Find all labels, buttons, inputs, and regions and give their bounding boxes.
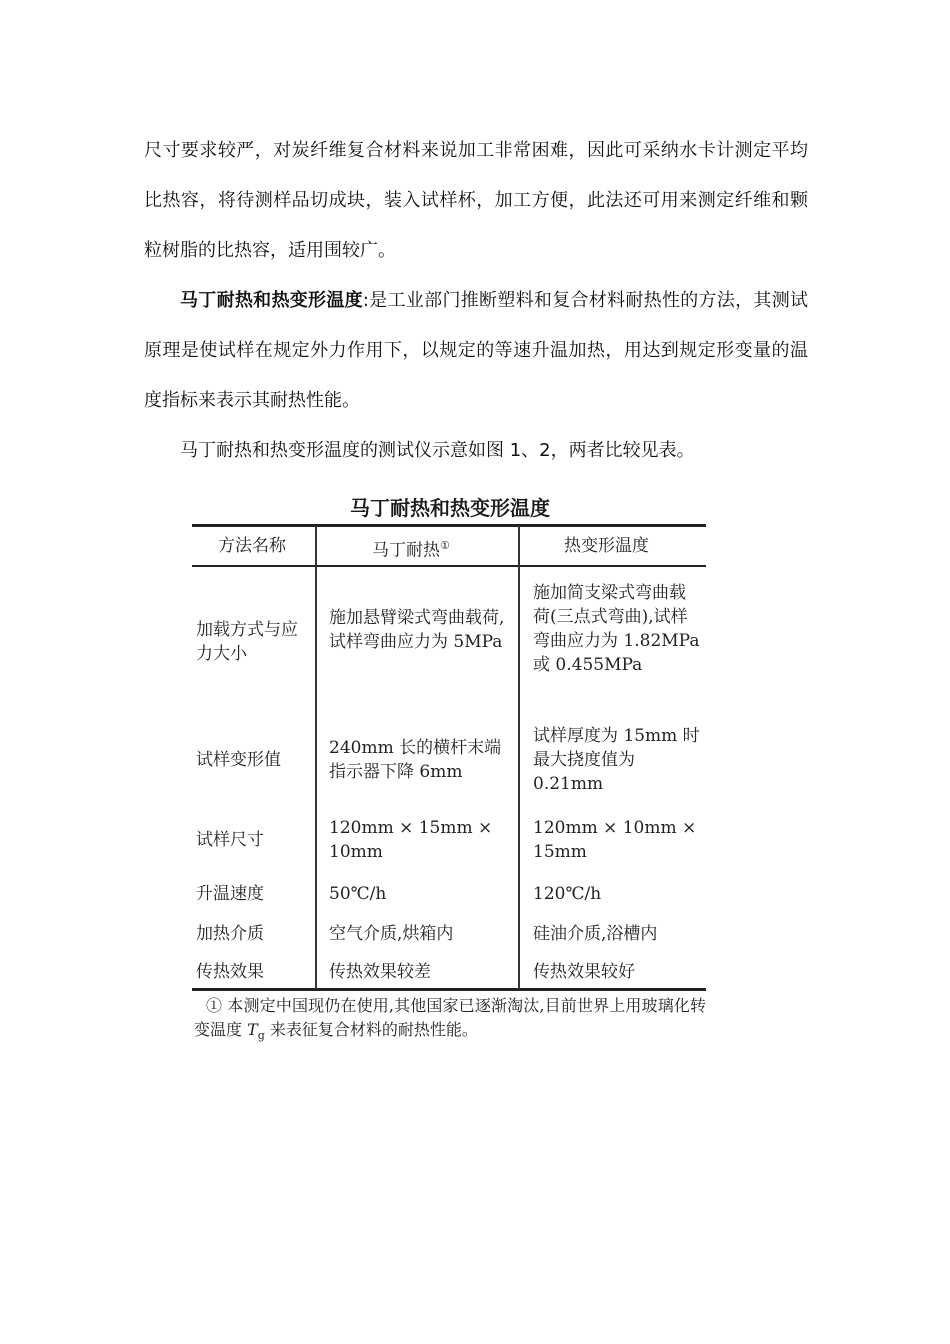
row-label: 试样变形值 xyxy=(196,750,281,770)
paragraph-heat-resistance xyxy=(144,276,808,426)
heat-resistance-definition: :是工业部门推断塑料和复合材料耐热性的方法，其测试原理是使试样在规定外力作用下，以规定的等速升温加热，用达到规定形变量的温度指标来表示其耐热性能。 xyxy=(144,290,808,411)
table-column-divider xyxy=(518,526,520,989)
header-martin: 马丁耐热① xyxy=(372,539,450,561)
hdt-cell: 施加简支梁式弯曲载荷(三点式弯曲),试样弯曲应力为 1.82MPa 或 0.455MPa xyxy=(533,583,700,675)
header-hdt: 热变形温度 xyxy=(564,536,649,556)
martin-cell: 120mm × 15mm × 10mm xyxy=(329,818,493,862)
table-bottom-rule xyxy=(192,988,706,991)
row-label: 加载方式与应力大小 xyxy=(196,620,298,664)
footnote-marker: ① xyxy=(440,539,450,552)
hdt-cell: 120℃/h xyxy=(533,884,602,904)
hdt-cell: 硅油介质,浴槽内 xyxy=(533,924,658,944)
martin-cell: 施加悬臂梁式弯曲载荷,试样弯曲应力为 5MPa xyxy=(329,608,505,652)
table-column-divider xyxy=(315,526,317,989)
table-top-rule xyxy=(192,524,706,527)
martin-cell: 240mm 长的横杆末端指示器下降 6mm xyxy=(329,738,502,782)
row-label: 升温速度 xyxy=(196,884,264,904)
hdt-cell: 试样厚度为 15mm 时最大挠度值为 0.21mm xyxy=(533,726,700,794)
table-title: 马丁耐热和热变形温度 xyxy=(350,496,550,520)
row-label: 试样尺寸 xyxy=(196,830,264,850)
row-label: 传热效果 xyxy=(196,962,264,982)
martin-cell: 空气介质,烘箱内 xyxy=(329,924,454,944)
paragraph-specific-heat: 尺寸要求较严，对炭纤维复合材料来说加工非常困难，因此可采纳水卡计测定平均比热容，将待测样品切成块，装入试样杯，加工方便，此法还可用来测定纤维和颗粒树脂的比热容，适用围较广。 xyxy=(144,140,808,261)
martin-cell: 传热效果较差 xyxy=(329,962,431,982)
heat-resistance-term: 马丁耐热和热变形温度 xyxy=(180,290,363,311)
martin-cell: 50℃/h xyxy=(329,884,387,904)
tg-symbol: T xyxy=(247,1020,258,1039)
table-footnote: ① 本测定中国现仍在使用,其他国家已逐渐淘汰,目前世界上用玻璃化转变温度 $T_g$ 来表征复合材料的耐热性能。 xyxy=(194,996,706,1043)
paragraph-figure-reference: 马丁耐热和热变形温度的测试仪示意如图 1、2，两者比较见表。 xyxy=(180,440,695,461)
header-method: 方法名称 xyxy=(218,536,286,556)
tg-subscript: g xyxy=(257,1029,265,1043)
row-label: 加热介质 xyxy=(196,924,264,944)
hdt-cell: 传热效果较好 xyxy=(533,962,635,982)
comparison-table-image xyxy=(192,486,708,1076)
table-header-rule xyxy=(192,565,706,567)
hdt-cell: 120mm × 10mm × 15mm xyxy=(533,818,697,862)
